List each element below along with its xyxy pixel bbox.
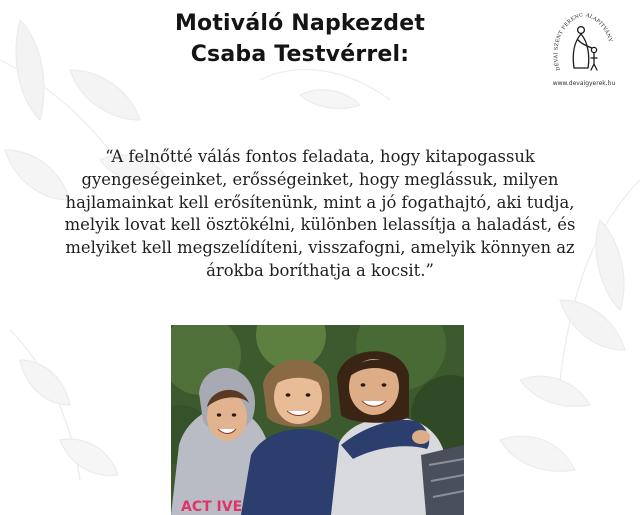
quote-line: árokba boríthatja a kocsit.”	[206, 260, 434, 280]
title-line-2: Csaba Testvérrel:	[190, 42, 410, 67]
photo-three-girls	[171, 325, 464, 515]
quote-line: melyiket kell megszelídíteni, visszafogni, amelyik könnyen az	[65, 238, 575, 258]
quote-line: hajlamainkat kell erősítenünk, mint a jó fogathajtó, aki tudja,	[65, 192, 575, 212]
quote-line: “A felnőtté válás fontos feladata, hogy kitapogassuk	[105, 147, 535, 166]
title-line-1: Motiváló Napkezdet	[174, 11, 426, 36]
quote-line: gyengeségeinket, erősségeinket, hogy meglássuk, milyen	[81, 169, 559, 189]
foundation-logo	[548, 8, 620, 104]
page-title	[120, 8, 480, 70]
svg-text:DÉVAI SZENT FERENC ALAPÍTVÁNY	[552, 12, 613, 71]
logo-url: www.devaigyerek.hu	[552, 80, 616, 87]
quote-text	[30, 146, 610, 283]
shirt-lettering: ACT IVE	[181, 499, 243, 515]
logo-arc-text: DÉVAI SZENT FERENC ALAPÍTVÁNY	[553, 12, 614, 72]
quote-line: melyik lovat kell ösztökélni, különben lelassítja a haladást, és	[64, 215, 576, 235]
